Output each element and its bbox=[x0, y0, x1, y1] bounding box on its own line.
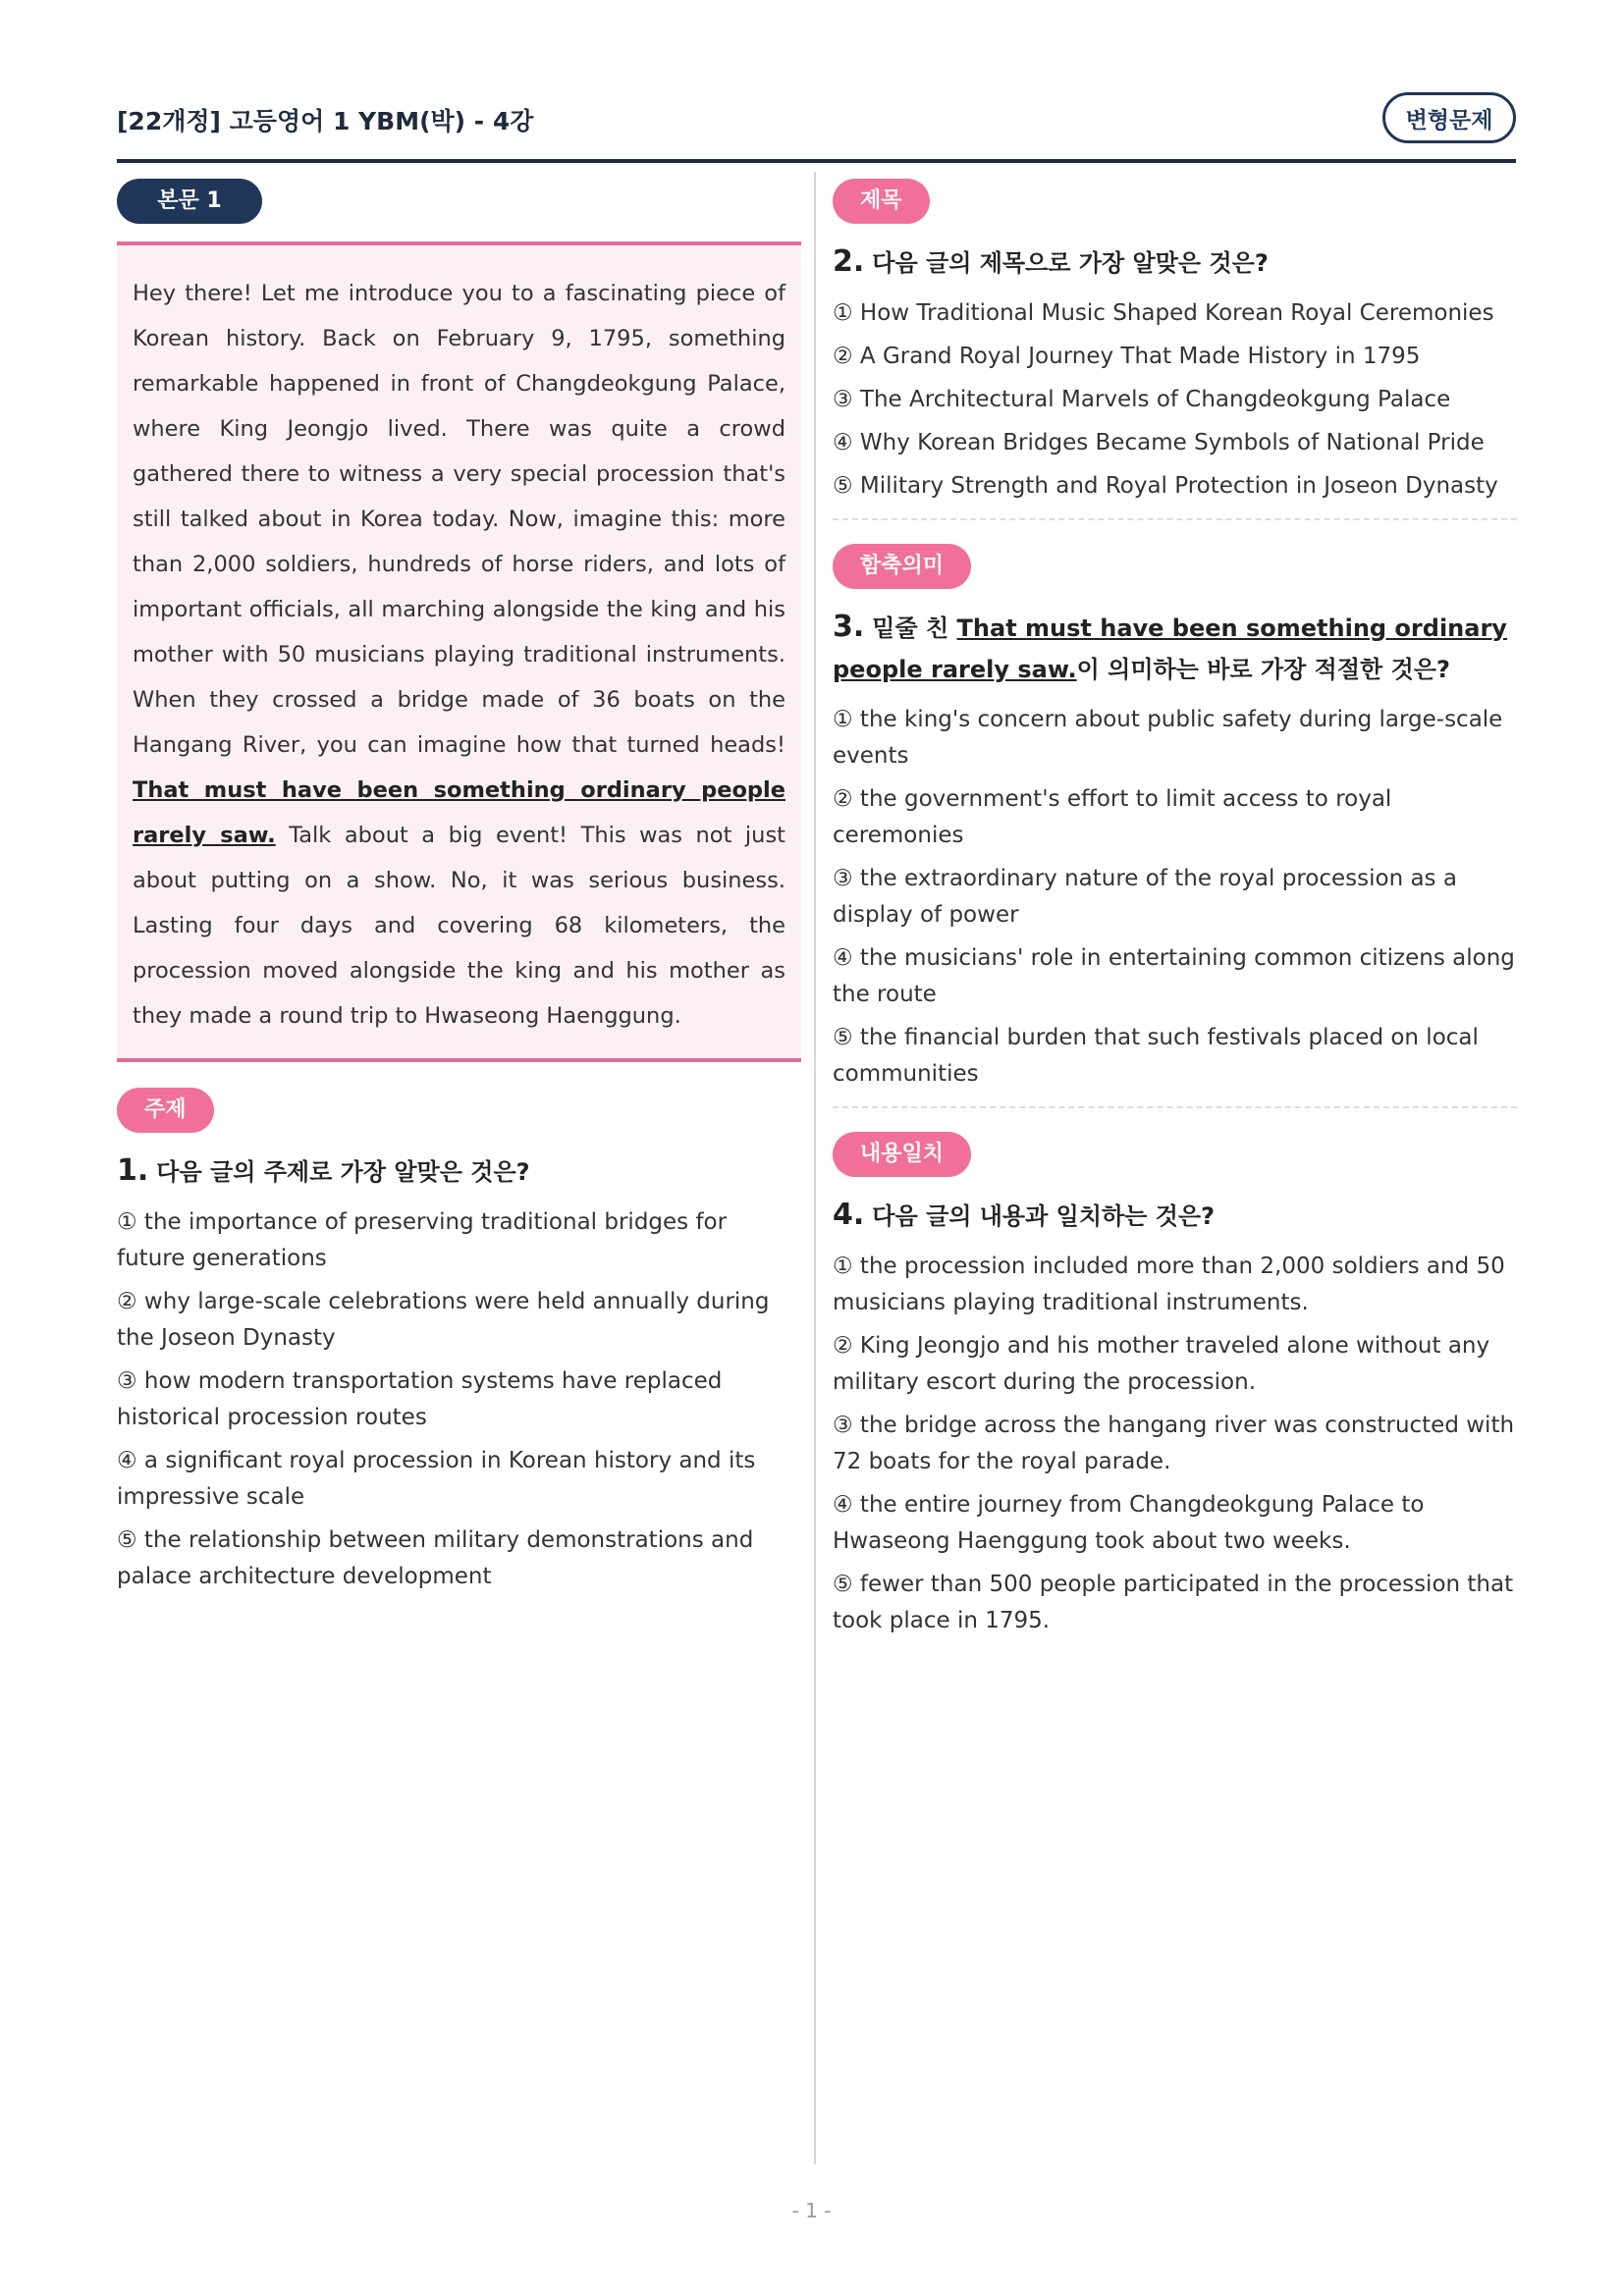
q2-prompt bbox=[833, 241, 1517, 284]
q1-number: 1. bbox=[117, 1153, 149, 1188]
left-column bbox=[117, 179, 801, 1602]
page-header bbox=[117, 92, 1516, 163]
q4-number: 4. bbox=[833, 1198, 865, 1232]
q4-option-5[interactable]: ⑤ fewer than 500 people participated in the procession that took place in 1795. bbox=[833, 1572, 1514, 1633]
q2-number: 2. bbox=[833, 244, 865, 279]
section-separator bbox=[833, 518, 1517, 520]
q4-option-4[interactable]: ④ the entire journey from Changdeokgung Palace to Hwaseong Haenggung took about two weeks. bbox=[833, 1492, 1425, 1554]
passage-underlined-sentence: That must have been something ordinary people rarely saw. bbox=[133, 777, 785, 848]
q1-option-2[interactable]: ② why large-scale celebrations were held annually during the Joseon Dynasty bbox=[117, 1289, 770, 1351]
page-title: [22개정] 고등영어 1 YBM(박) - 4강 bbox=[117, 107, 534, 135]
q1-tag: 주제 bbox=[117, 1088, 214, 1133]
q4-prompt-text: 다음 글의 내용과 일치하는 것은? bbox=[872, 1202, 1216, 1230]
q3-option-1[interactable]: ① the king's concern about public safety during large-scale events bbox=[833, 707, 1503, 769]
q1-prompt-text: 다음 글의 주제로 가장 알맞은 것은? bbox=[156, 1158, 530, 1186]
q3-prompt-suffix: 이 의미하는 바로 가장 적절한 것은? bbox=[1076, 656, 1450, 683]
q2-option-4[interactable]: ④ Why Korean Bridges Became Symbols of National Pride bbox=[833, 430, 1485, 455]
q3-option-5[interactable]: ⑤ the financial burden that such festivals placed on local communities bbox=[833, 1025, 1479, 1087]
q2-option-5[interactable]: ⑤ Military Strength and Royal Protection in Joseon Dynasty bbox=[833, 473, 1498, 499]
q3-option-2[interactable]: ② the government's effort to limit access to royal ceremonies bbox=[833, 786, 1392, 848]
passage-text-after: Talk about a big event! This was not just about putting on a show. No, it was serious business. Lasting four days and covering 68 kilometers, the procession moved alongside the king and his mother as they made a round trip to Hwaseong Haenggung. bbox=[133, 823, 785, 1029]
q3-option-3[interactable]: ③ the extraordinary nature of the royal procession as a display of power bbox=[833, 866, 1457, 928]
q1-option-1[interactable]: ① the importance of preserving traditional bridges for future generations bbox=[117, 1209, 728, 1271]
section-separator bbox=[833, 1106, 1517, 1108]
q1-options bbox=[117, 1204, 801, 1595]
q3-option-4[interactable]: ④ the musicians' role in entertaining common citizens along the route bbox=[833, 945, 1515, 1007]
page-number: - 1 - bbox=[791, 2199, 832, 2222]
q1-option-5[interactable]: ⑤ the relationship between military demonstrations and palace architecture development bbox=[117, 1527, 754, 1589]
q2-option-2[interactable]: ② A Grand Royal Journey That Made History in 1795 bbox=[833, 344, 1421, 369]
q3-prompt bbox=[833, 607, 1517, 690]
q1-option-3[interactable]: ③ how modern transportation systems have replaced historical procession routes bbox=[117, 1368, 723, 1430]
q3-prompt-underlined: That must have been something ordinary people rarely saw. bbox=[833, 614, 1507, 683]
q4-option-2[interactable]: ② King Jeongjo and his mother traveled alone without any military escort during the procession. bbox=[833, 1333, 1490, 1395]
q3-number: 3. bbox=[833, 610, 865, 644]
q2-option-3[interactable]: ③ The Architectural Marvels of Changdeokgung Palace bbox=[833, 387, 1451, 412]
q4-option-3[interactable]: ③ the bridge across the hangang river was constructed with 72 boats for the royal parade. bbox=[833, 1413, 1515, 1474]
q3-tag: 함축의미 bbox=[833, 544, 971, 589]
column-divider bbox=[814, 172, 816, 2164]
q2-options bbox=[833, 295, 1517, 505]
q2-prompt-text: 다음 글의 제목으로 가장 알맞은 것은? bbox=[872, 249, 1269, 277]
q3-prompt-prefix: 밑줄 친 bbox=[872, 614, 957, 642]
q1-option-4[interactable]: ④ a significant royal procession in Korean history and its impressive scale bbox=[117, 1448, 756, 1510]
passage-box bbox=[117, 241, 801, 1062]
q4-tag: 내용일치 bbox=[833, 1132, 971, 1177]
q1-prompt bbox=[117, 1150, 801, 1193]
passage-label: 본문 1 bbox=[117, 179, 262, 224]
type-badge: 변형문제 bbox=[1382, 92, 1516, 143]
passage-text-before: Hey there! Let me introduce you to a fascinating piece of Korean history. Back on February 9, 1795, something remarkable happened in front of Changdeokgung Palace, where King Jeongjo lived. There was quite a crowd gathered there to witness a very special procession that's still talked about in Korea today. Now, imagine this: more than 2,000 soldiers, hundreds of horse riders, and lots of important officials, all marching alongside the king and his mother with 50 musicians playing traditional instruments. When they crossed a bridge made of 36 boats on the Hangang River, you can imagine how that turned heads! bbox=[133, 281, 785, 758]
q3-options bbox=[833, 702, 1517, 1093]
q2-option-1[interactable]: ① How Traditional Music Shaped Korean Royal Ceremonies bbox=[833, 300, 1494, 326]
q4-options bbox=[833, 1249, 1517, 1639]
q4-option-1[interactable]: ① the procession included more than 2,000 soldiers and 50 musicians playing traditional instruments. bbox=[833, 1254, 1505, 1315]
q4-prompt bbox=[833, 1195, 1517, 1237]
right-column bbox=[833, 179, 1517, 1646]
q2-tag: 제목 bbox=[833, 179, 930, 224]
